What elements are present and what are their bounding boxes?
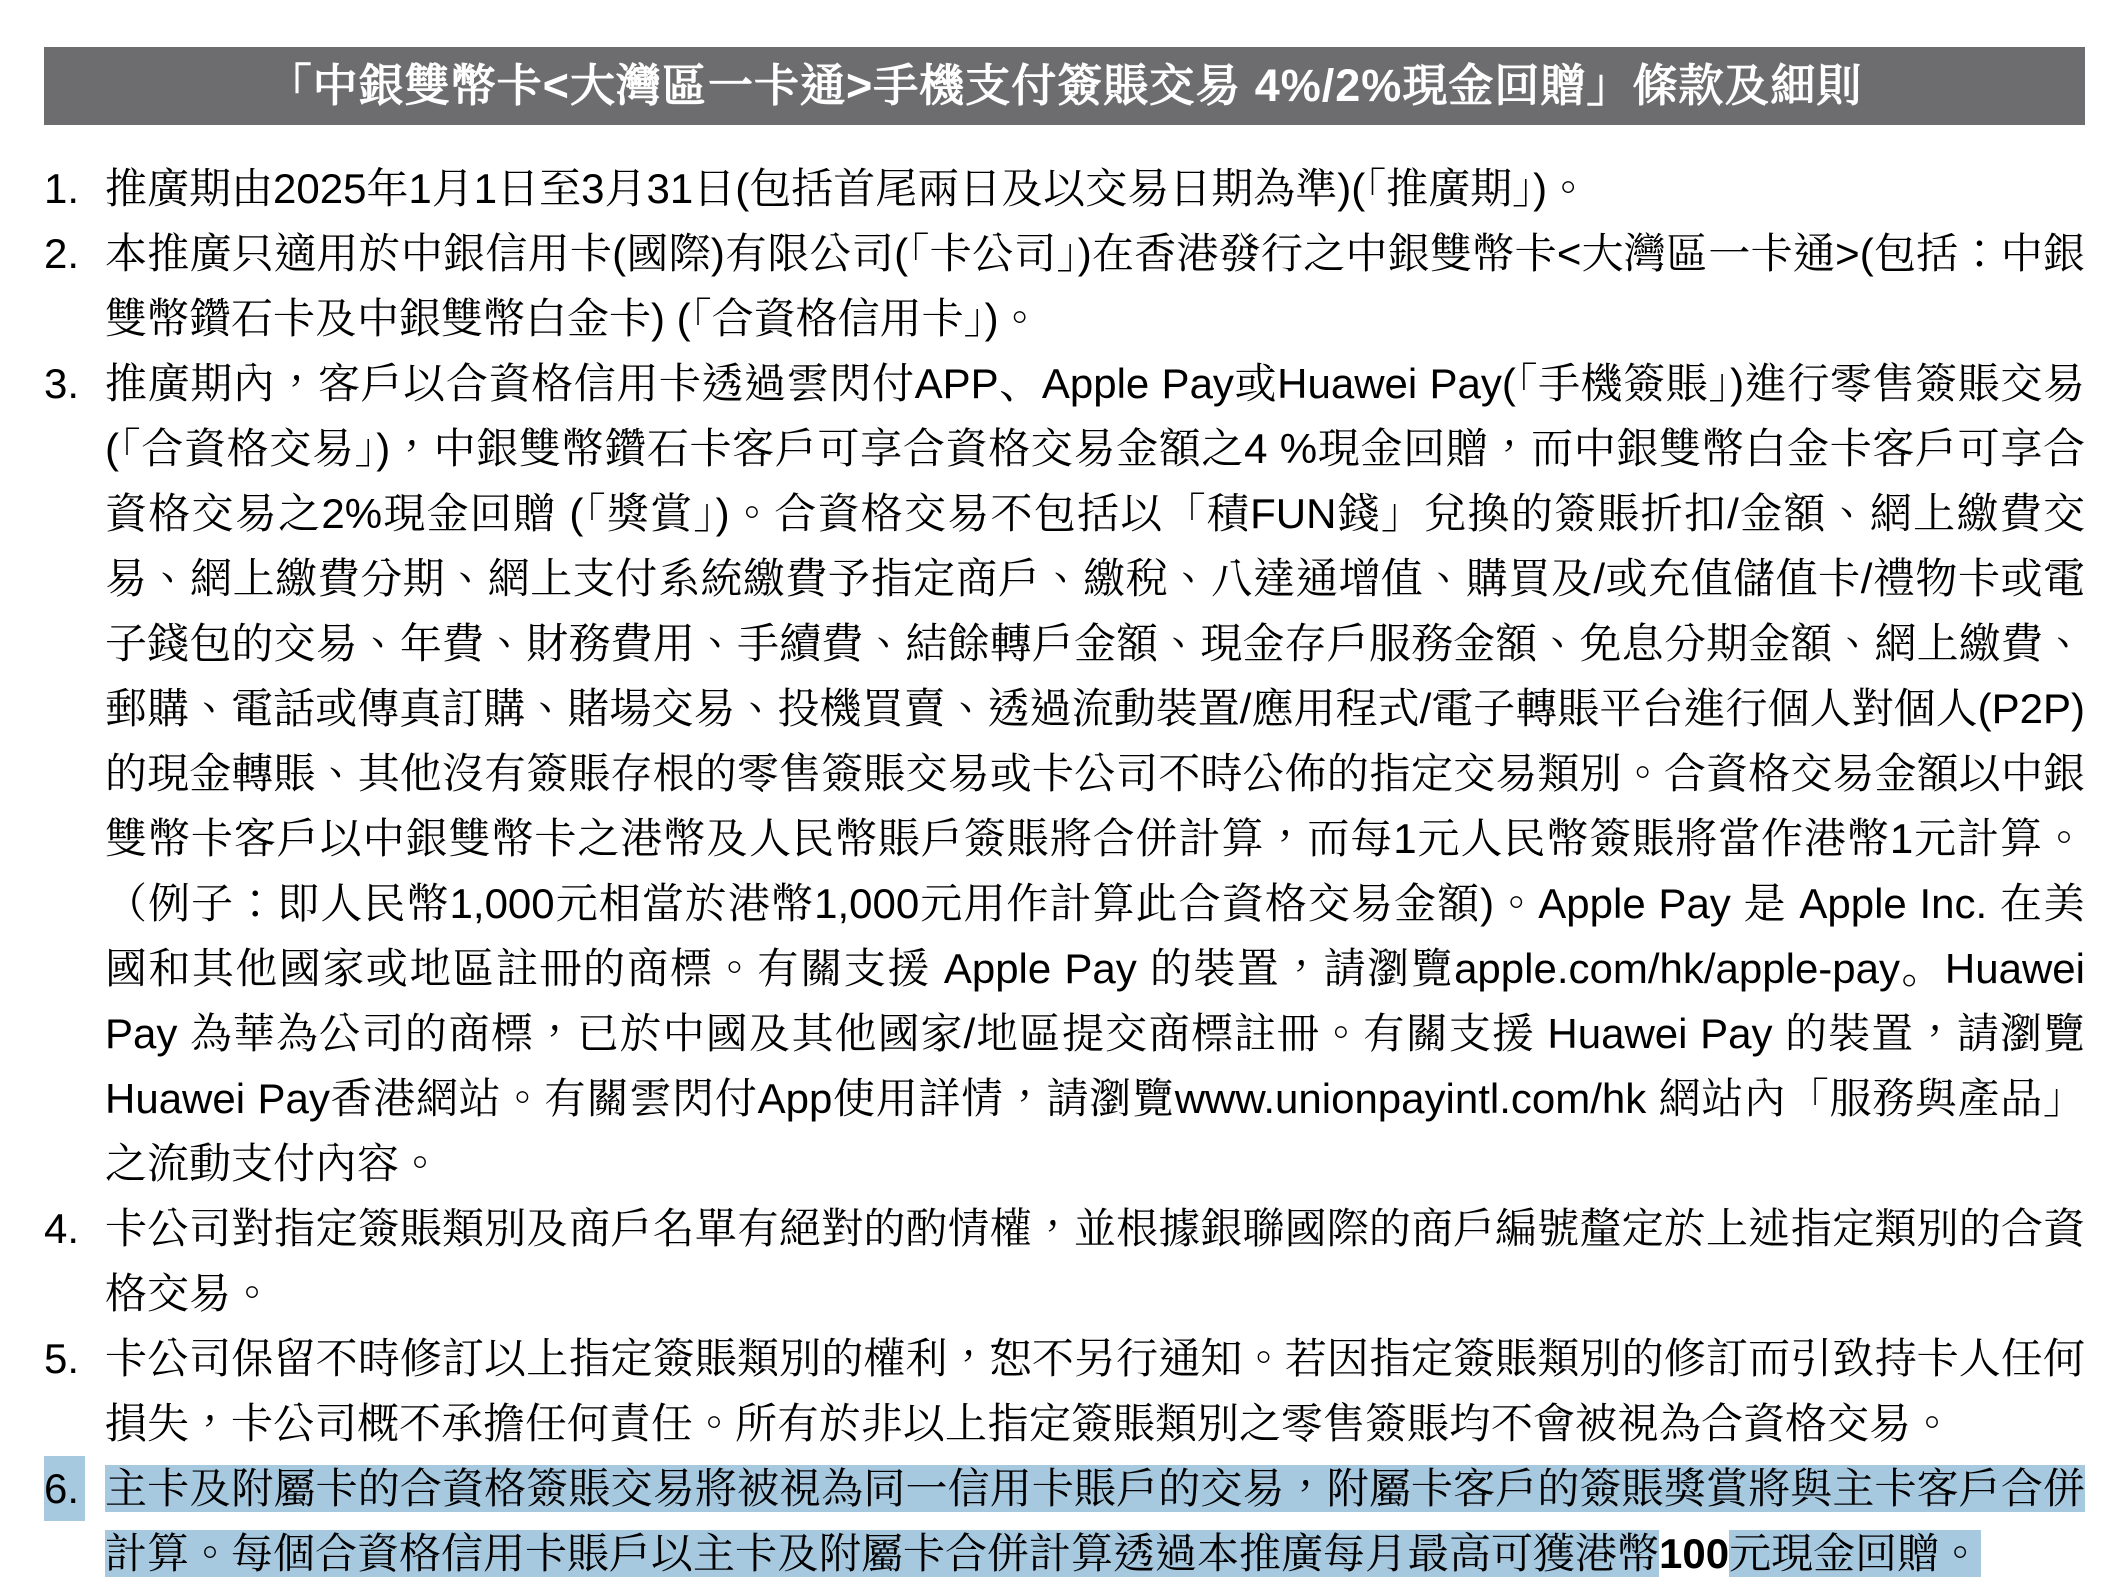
item-text [105,1456,2085,1585]
term-item-3 [44,351,2085,1196]
item-text: 推廣期內，客戶以合資格信用卡透過雲閃付APP、Apple Pay或Huawei Pay(「手機簽賬」)進行零售簽賬交易(「合資格交易」)，中銀雙幣鑽石卡客戶可享合資格交易金額之4 %現金回贈，而中銀雙幣白金卡客戶可享合資格交易之2%現金回贈 (「獎賞」)。合資格交易不包括以「積FUN錢」兌換的簽賬折扣/金額、網上繳費交易、網上繳費分期、網上支付系統繳費予指定商戶、繳稅、八達通增值、購買及/或充值儲值卡/禮物卡或電子錢包的交易、年費、財務費用、手續費、結餘轉戶金額、現金存戶服務金額、免息分期金額、網上繳費、郵購、電話或傳真訂購、賭場交易、投機買賣、透過流動裝置/應用程式/電子轉賬平台進行個人對個人(P2P)的現金轉賬、其他沒有簽賬存根的零售簽賬交易或卡公司不時公佈的指定交易類別。合資格交易金額以中銀雙幣卡客戶以中銀雙幣卡之港幣及人民幣賬戶簽賬將合併計算，而每1元人民幣簽賬將當作港幣1元計算。（例子：即人民幣1,000元相當於港幣1,000元用作計算此合資格交易金額)。Apple Pay 是 Apple Inc. 在美國和其他國家或地區註冊的商標。有關支援 Apple Pay 的裝置，請瀏覽apple.com/hk/apple-pay。Huawei Pay 為華為公司的商標，已於中國及其他國家/地區提交商標註冊。有關支援 Huawei Pay 的裝置，請瀏覽Huawei Pay香港網站。有關雲閃付App使用詳情，請瀏覽www.unionpayintl.com/hk 網站內「服務與產品」之流動支付內容。 [105,360,2085,1187]
term-item-1 [44,156,2085,221]
document-title: 「中銀雙幣卡<大灣區一卡通>手機支付簽賬交易 4%/2%現金回贈」條款及細則 [44,47,2085,125]
item-number: 3. [44,360,80,407]
highlighted-text-after: 元現金回贈。 [1729,1530,1982,1577]
term-item-6-highlighted [44,1456,2085,1585]
item-text: 卡公司保留不時修訂以上指定簽賬類別的權利，恕不另行通知。若因指定簽賬類別的修訂而引致持卡人任何損失，卡公司概不承擔任何責任。所有於非以上指定簽賬類別之零售簽賬均不會被視為合資格交易。 [105,1335,2085,1447]
highlighted-text-before: 主卡及附屬卡的合資格簽賬交易將被視為同一信用卡賬戶的交易，附屬卡客戶的簽賬獎賞將與主卡客戶合併計算。每個合資格信用卡賬戶以主卡及附屬卡合併計算透過本推廣每月最高可獲港幣 [105,1465,2085,1577]
term-item-5 [44,1326,2085,1456]
term-item-2 [44,221,2085,351]
item-number: 1. [44,165,80,212]
item-text: 卡公司對指定簽賬類別及商戶名單有絕對的酌情權，並根據銀聯國際的商戶編號釐定於上述指定類別的合資格交易。 [105,1205,2085,1317]
item-text: 推廣期由2025年1月1日至3月31日(包括首尾兩日及以交易日期為準)(「推廣期」)。 [105,165,1590,212]
item-number [44,1456,105,1521]
terms-list [44,156,2085,1585]
item-text: 本推廣只適用於中銀信用卡(國際)有限公司(「卡公司」)在香港發行之中銀雙幣卡<大灣區一卡通>(包括：中銀雙幣鑽石卡及中銀雙幣白金卡) (「合資格信用卡」)。 [105,230,2085,342]
term-item-4 [44,1196,2085,1326]
cash-rebate-cap-amount: 100 [1659,1530,1730,1577]
highlighted-number: 6. [44,1456,85,1521]
item-number: 4. [44,1205,80,1252]
item-number: 2. [44,230,80,277]
item-number: 5. [44,1335,80,1382]
